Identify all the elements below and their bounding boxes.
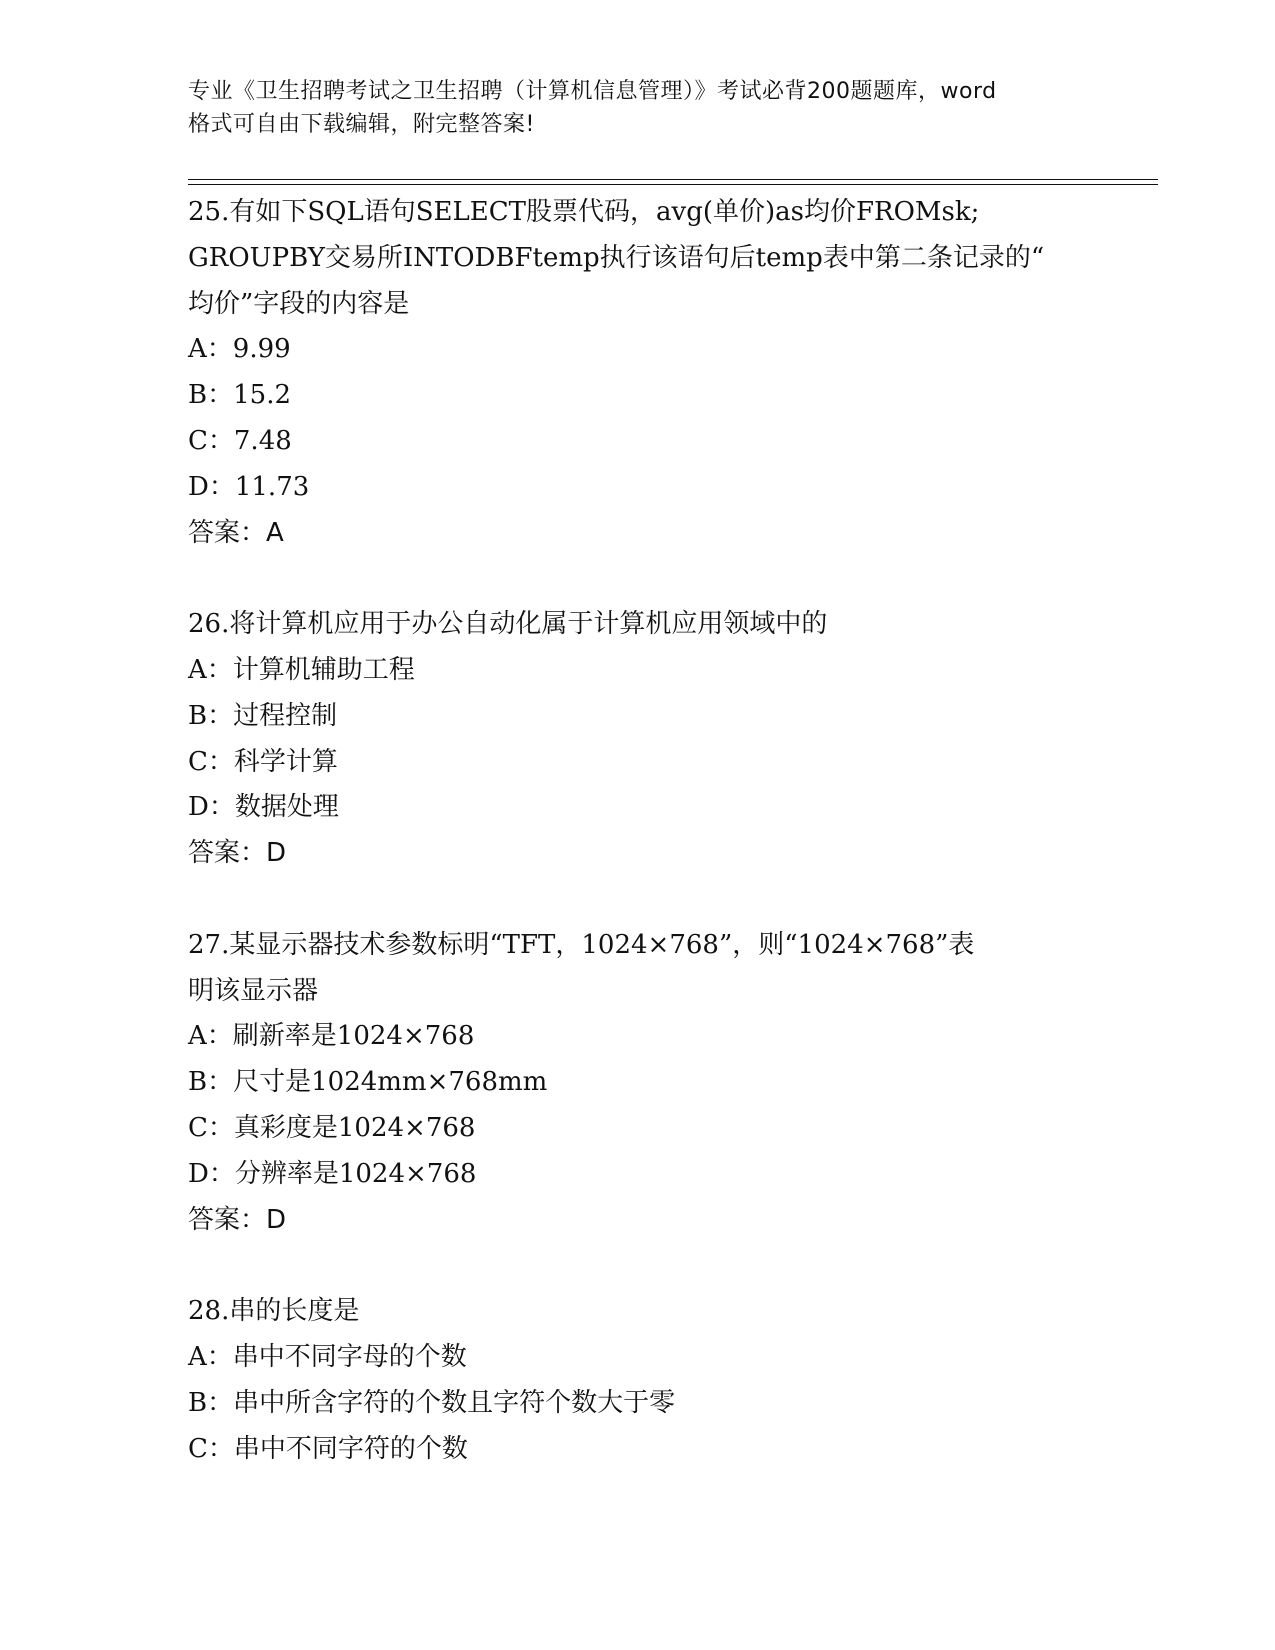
spacer <box>188 877 1088 923</box>
spacer <box>188 1243 1088 1289</box>
option-c: C：科学计算 <box>188 746 338 777</box>
answer-label: 答案：D <box>188 838 287 869</box>
question-25 <box>188 190 1088 556</box>
spacer <box>188 556 1088 602</box>
answer-label: 答案：A <box>188 517 284 548</box>
question-text-line: 明该显示器 <box>188 975 319 1006</box>
question-28 <box>188 1289 1088 1472</box>
option-c: C：串中不同字符的个数 <box>188 1433 468 1464</box>
option-b: B：尺寸是1024mm×768mm <box>188 1067 548 1098</box>
option-a: A：串中不同字母的个数 <box>188 1341 467 1372</box>
question-list <box>188 190 1088 1472</box>
option-b: B：15.2 <box>188 380 291 411</box>
header-divider-bottom <box>188 184 1158 185</box>
header-divider-top <box>188 179 1158 180</box>
document-header <box>188 75 1088 141</box>
option-b: B：串中所含字符的个数且字符个数大于零 <box>188 1387 676 1418</box>
question-text-line: GROUPBY交易所INTODBFtemp执行该语句后temp表中第二条记录的“ <box>188 242 1045 273</box>
option-a: A：刷新率是1024×768 <box>188 1021 475 1052</box>
option-d: D：11.73 <box>188 471 310 502</box>
header-line-2: 格式可自由下载编辑，附完整答案! <box>188 112 535 137</box>
question-text-line: 均价”字段的内容是 <box>188 288 410 319</box>
header-line-1: 专业《卫生招聘考试之卫生招聘（计算机信息管理）》考试必背200题题库，word <box>188 79 997 104</box>
answer-label: 答案：D <box>188 1204 287 1235</box>
option-b: B：过程控制 <box>188 700 338 731</box>
question-27 <box>188 923 1088 1244</box>
question-text-line: 25.有如下SQL语句SELECT股票代码，avg(单价)as均价FROMsk; <box>188 197 980 227</box>
option-c: C：真彩度是1024×768 <box>188 1112 476 1143</box>
option-d: D：分辨率是1024×768 <box>188 1158 477 1189</box>
question-26 <box>188 602 1088 877</box>
option-d: D：数据处理 <box>188 792 339 823</box>
question-text-line: 27.某显示器技术参数标明“TFT，1024×768”，则“1024×768”表 <box>188 929 975 960</box>
option-c: C：7.48 <box>188 425 292 456</box>
question-text-line: 28.串的长度是 <box>188 1296 360 1327</box>
option-a: A：9.99 <box>188 334 291 365</box>
question-text-line: 26.将计算机应用于办公自动化属于计算机应用领域中的 <box>188 609 828 640</box>
option-a: A：计算机辅助工程 <box>188 654 415 685</box>
